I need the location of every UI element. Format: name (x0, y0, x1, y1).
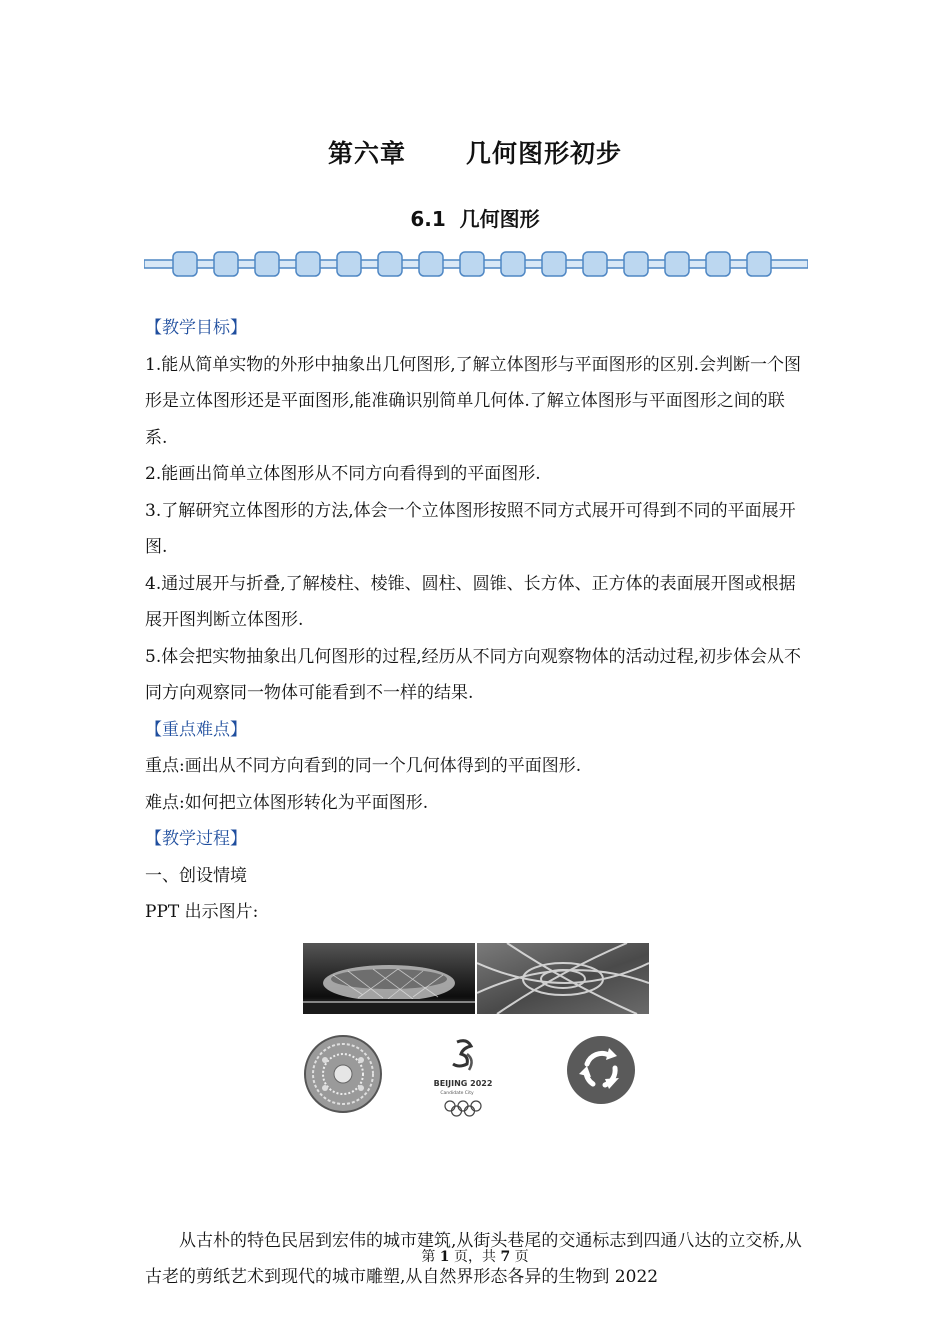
divider-square (460, 252, 484, 276)
objective-item-3: 3.了解研究立体图形的方法,体会一个立体图形按照不同方式展开可得到不同的平面展开图. (145, 500, 796, 557)
process-step-1: 一、创设情境 (145, 865, 247, 886)
divider-square (583, 252, 607, 276)
paper-cut-art-image (303, 1034, 383, 1114)
divider-square (624, 252, 648, 276)
objective-item-4: 4.通过展开与折叠,了解棱柱、棱锥、圆柱、圆锥、长方体、正方体的表面展开图或根据展开图判断立体图形. (145, 573, 796, 630)
key-point: 重点:画出从不同方向看到的同一个几何体得到的平面图形. (145, 756, 582, 776)
divider-square (296, 252, 320, 276)
divider-square (501, 252, 525, 276)
chapter-name: 几何图形初步 (466, 139, 623, 168)
footer-page-number: 1 (439, 1249, 450, 1265)
page-footer (0, 1246, 950, 1266)
footer-suffix: 页 (514, 1249, 529, 1265)
divider-square (747, 252, 771, 276)
divider-square (665, 252, 689, 276)
divider-square (706, 252, 730, 276)
footer-middle: 页，共 (454, 1249, 496, 1265)
main-content (145, 310, 807, 1296)
roundabout-sign-icon (565, 1034, 637, 1106)
divider-square (419, 252, 443, 276)
footer-total-pages: 7 (500, 1249, 511, 1265)
decorative-chain-divider (144, 250, 808, 278)
objective-item-1: 1.能从简单实物的外形中抽象出几何图形,了解立体图形与平面图形的区别.会判断一个图形是立体图形还是平面图形,能准确识别简单几何体.了解立体图形与平面图形之间的联系. (145, 354, 802, 448)
logo-subtext: Candidate City (440, 1090, 474, 1096)
divider-square (337, 252, 361, 276)
overpass-image (477, 943, 649, 1014)
chapter-title (0, 134, 950, 170)
olympic-rings-icon (445, 1101, 481, 1116)
divider-square (542, 252, 566, 276)
divider-square (255, 252, 279, 276)
objectives-heading: 【教学目标】 (145, 318, 247, 338)
logo-text: BEIJING 2022 (433, 1078, 493, 1088)
ppt-image-collage (145, 931, 807, 1223)
divider-squares (173, 252, 771, 276)
divider-square (378, 252, 402, 276)
key-points-heading: 【重点难点】 (145, 719, 247, 740)
objective-item-2: 2.能画出简单立体图形从不同方向看得到的平面图形. (145, 464, 541, 484)
ppt-caption: PPT 出示图片: (145, 902, 259, 922)
divider-square (173, 252, 197, 276)
process-heading: 【教学过程】 (145, 829, 247, 849)
divider-square (214, 252, 238, 276)
intro-paragraph: 从古朴的特色民居到宏伟的城市建筑,从街头巷尾的交通标志到四通八达的立交桥,从古老的剪纸艺术到现代的城市雕塑,从自然界形态各异的生物到 2022 (145, 1230, 802, 1287)
beijing-2022-logo (423, 1034, 503, 1118)
chapter-number: 第六章 (327, 139, 406, 168)
objective-item-5: 5.体会把实物抽象出几何图形的过程,经历从不同方向观察物体的活动过程,初步体会从不同方向观察同一物体可能看到不一样的结果. (145, 646, 802, 703)
footer-prefix: 第 (421, 1249, 436, 1265)
section-title: 6.1 几何图形 (410, 207, 540, 231)
difficulty-point: 难点:如何把立体图形转化为平面图形. (145, 792, 429, 813)
bird-nest-stadium-image (303, 943, 475, 1014)
